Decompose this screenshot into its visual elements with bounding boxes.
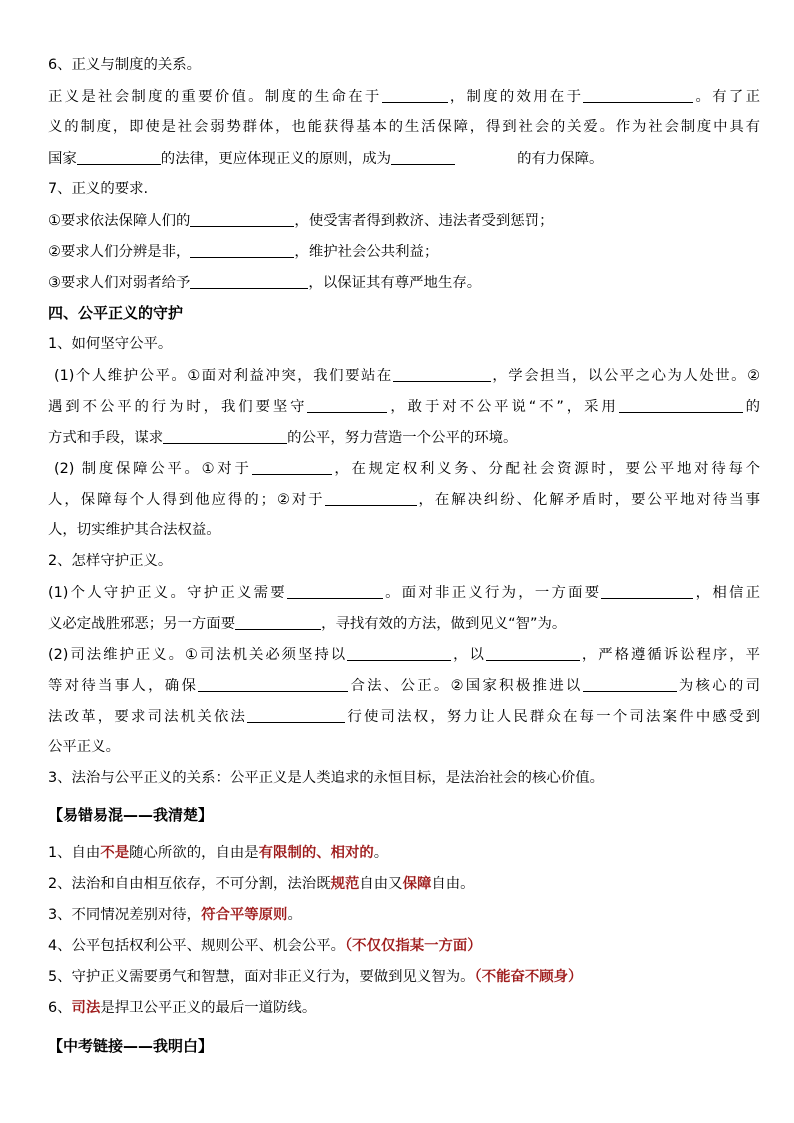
highlight-text: （不仅仅指某一方面） [344, 938, 482, 954]
error-item-2 [48, 875, 760, 893]
error-item-4 [48, 937, 760, 955]
justice-personal-line-2 [48, 614, 760, 633]
fill-blank [382, 87, 448, 103]
fill-blank [325, 490, 417, 506]
text: 等对待当事人，确保 [48, 678, 199, 694]
text: 的 [742, 399, 760, 415]
fairness-system-line-2 [48, 490, 760, 509]
fill-blank [235, 614, 321, 630]
justice-judicial-line-2 [48, 676, 760, 695]
fairness-system-line-1 [54, 459, 760, 478]
section-4-heading: 四、公平正义的守护 [48, 304, 184, 322]
text: 正义是社会制度的重要价值。制度的生命在于 [48, 89, 382, 105]
section-7-title: 7、正义的要求. [48, 181, 149, 197]
fill-blank [247, 707, 345, 723]
text: 6、 [48, 1000, 72, 1016]
fill-blank [393, 366, 491, 382]
requirement-1 [48, 211, 760, 230]
text: ，以 [451, 647, 486, 663]
text: 方式和手段，谋求 [48, 430, 164, 446]
text: ，以保证其有尊严地生存。 [308, 275, 482, 291]
section-6-line-2: 义的制度，即使是社会弱势群体，也能获得基本的生活保障，得到社会的关爱。作为社会制度中具有 [48, 119, 760, 135]
errors-heading: 【易错易混——我清楚】 [48, 806, 214, 824]
text: ②要求人们分辨是非， [48, 244, 191, 260]
text: 合法、公正。②国家积极推进以 [348, 678, 583, 694]
text: ，学会担当，以公平之心为人处世。② [490, 368, 760, 384]
text: ，敢于对不公平说“不”，采用 [387, 399, 619, 415]
fairness-personal-line-1 [54, 366, 760, 385]
fill-blank [347, 645, 451, 661]
text: 的有力保障。 [517, 151, 604, 167]
text: 4、公平包括权利公平、规则公平、机会公平。 [48, 938, 345, 954]
fill-blank [190, 211, 294, 227]
justice-judicial-line-1 [48, 645, 760, 664]
fill-blank [190, 273, 308, 289]
text: (1)个人守护正义。守护正义需要 [48, 585, 287, 601]
error-item-1 [48, 844, 760, 862]
section-6-line-3 [48, 149, 760, 168]
text: (2)司法维护正义。①司法机关必须坚持以 [48, 647, 348, 663]
fill-blank [583, 87, 693, 103]
exam-link-heading: 【中考链接——我明白】 [48, 1037, 214, 1055]
justice-judicial-line-3 [48, 707, 760, 726]
text: 5、守护正义需要勇气和智慧，面对非正义行为，要做到见义智为。 [48, 969, 475, 985]
text: 为核心的司 [676, 678, 760, 694]
text: 国家 [48, 151, 77, 167]
fill-blank [287, 583, 383, 599]
highlight-text: 不是 [100, 845, 130, 861]
text: (1)个人维护公平。①面对利益冲突，我们要站在 [54, 368, 393, 384]
fill-blank [619, 397, 743, 413]
text: 。 [373, 845, 389, 861]
text: 自由又 [359, 876, 403, 892]
text: ①要求依法保障人们的 [48, 213, 191, 229]
highlight-text: 有限制的、相对的 [258, 845, 374, 861]
text: ③要求人们对弱者给予 [48, 275, 191, 291]
fill-blank [77, 149, 161, 165]
text: 的法律，更应体现正义的原则，成为 [160, 151, 392, 167]
section-6-title: 6、正义与制度的关系。 [48, 57, 202, 73]
fairness-system-line-3: 人，切实维护其合法权益。 [48, 522, 221, 538]
text: ，使受害者得到救济、违法者受到惩罚； [294, 213, 554, 229]
text: 自由。 [431, 876, 475, 892]
error-item-3 [48, 906, 760, 924]
text: 行使司法权，努力让人民群众在每一个司法案件中感受到 [345, 709, 760, 725]
text: 遇到不公平的行为时，我们要坚守 [48, 399, 308, 415]
error-item-6 [48, 999, 760, 1017]
text: 义必定战胜邪恶；另一方面要 [48, 616, 236, 632]
text: ，寻找有效的方法，做到见义“智”为。 [321, 616, 567, 632]
fill-blank [163, 428, 287, 444]
fill-blank [601, 583, 693, 599]
fill-blank [307, 397, 387, 413]
text: ，严格遵循诉讼程序，平 [579, 647, 760, 663]
requirement-2 [48, 242, 760, 261]
text: ，相信正 [693, 585, 760, 601]
error-item-5 [48, 968, 760, 986]
highlight-text: 保障 [402, 876, 432, 892]
text: ，维护社会公共利益； [294, 244, 439, 260]
fill-blank [391, 149, 455, 165]
text: 随心所欲的，自由是 [129, 845, 259, 861]
text: 。有了正 [693, 89, 760, 105]
text: (2) 制度保障公平。①对于 [54, 461, 252, 477]
text: 3、不同情况差别对待， [48, 907, 202, 923]
text: 。 [287, 907, 302, 923]
highlight-text: 司法 [71, 1000, 101, 1016]
text: 是捍卫公平正义的最后一道防线。 [100, 1000, 317, 1016]
question-2: 2、怎样守护正义。 [48, 553, 173, 569]
fairness-personal-line-3 [48, 428, 760, 447]
text: 2、法治和自由相互依存，不可分割，法治既 [48, 876, 331, 892]
fill-blank [583, 676, 677, 692]
fill-blank [198, 676, 348, 692]
question-1: 1、如何坚守公平。 [48, 336, 173, 352]
text: 人，保障每个人得到他应得的；②对于 [48, 492, 325, 508]
fill-blank [190, 242, 294, 258]
justice-judicial-line-4: 公平正义。 [48, 739, 120, 755]
fill-blank [252, 459, 332, 475]
text: 的公平，努力营造一个公平的环境。 [287, 430, 518, 446]
text: ，在规定权利义务、分配社会资源时，要公平地对待每个 [331, 461, 760, 477]
text: 。面对非正义行为，一方面要 [382, 585, 602, 601]
section-6-line-1 [48, 87, 760, 106]
text: 法改革，要求司法机关依法 [48, 709, 248, 725]
text: ，在解决纠纷、化解矛盾时，要公平地对待当事 [416, 492, 760, 508]
requirement-3 [48, 273, 760, 292]
highlight-text: （不能奋不顾身） [474, 969, 583, 985]
fill-blank [486, 645, 580, 661]
text: ，制度的效用在于 [447, 89, 584, 105]
highlight-text: 符合平等原则 [201, 907, 288, 923]
question-3: 3、法治与公平正义的关系：公平正义是人类追求的永恒目标，是法治社会的核心价值。 [48, 770, 605, 786]
highlight-text: 规范 [330, 876, 360, 892]
justice-personal-line-1 [48, 583, 760, 602]
fairness-personal-line-2 [48, 397, 760, 416]
text: 1、自由 [48, 845, 101, 861]
